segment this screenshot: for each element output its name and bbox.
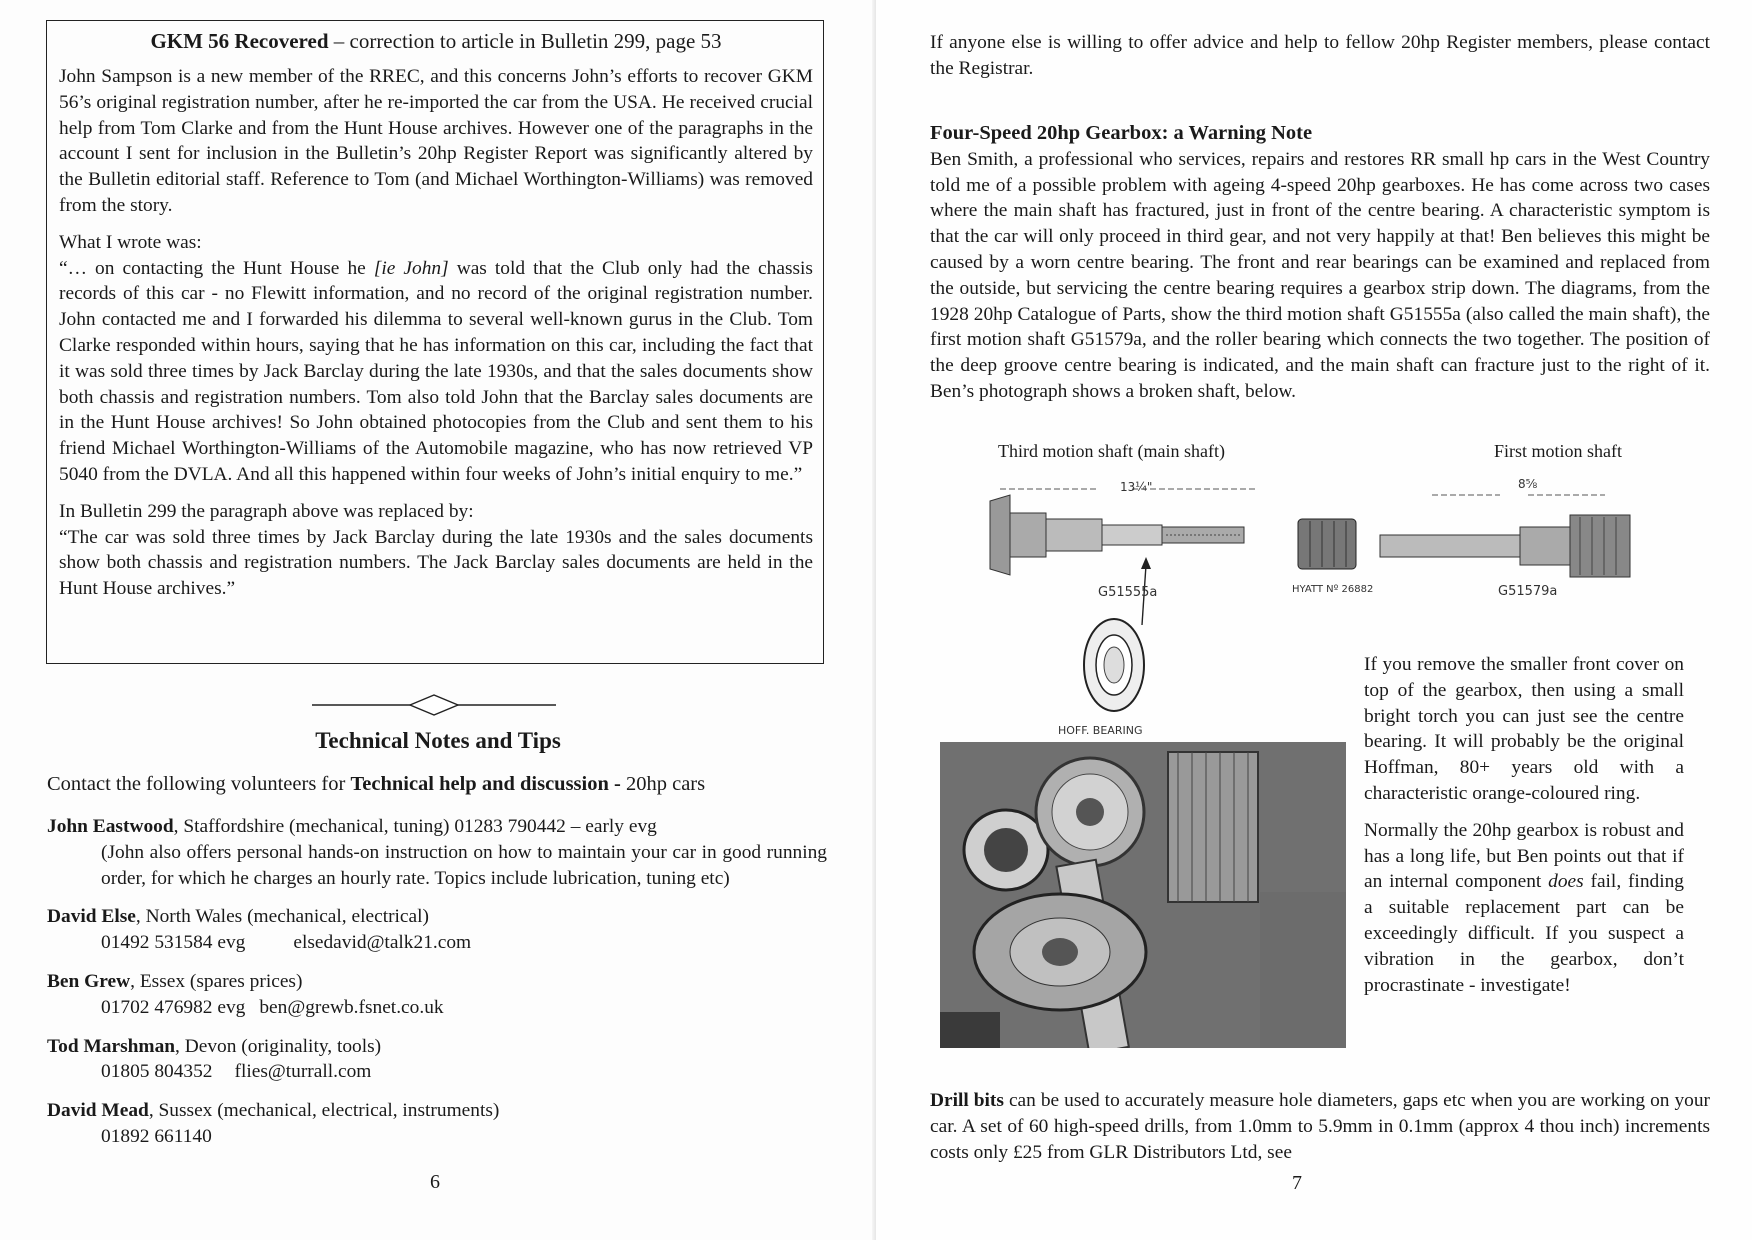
ornamental-divider [312, 692, 556, 718]
contact-item [47, 1034, 827, 1086]
contact-item [47, 1098, 827, 1150]
quote-start: “… on contacting the Hunt House he [59, 257, 374, 279]
contact-intro-end: 20hp cars [625, 773, 706, 795]
contact-email[interactable]: flies@turrall.com [234, 1061, 372, 1083]
box-title-rest: – correction to article in Bulletin 299, page 53 [328, 29, 722, 53]
contact-phone: 01805 804352 [101, 1061, 213, 1083]
contact-intro-bold: Technical help and discussion - [350, 773, 626, 795]
intro-paragraph: If anyone else is willing to offer advice and help to fellow 20hp Register members, please contact the Registrar. [930, 32, 1710, 79]
contact-name: David Mead [47, 1100, 149, 1122]
drill-bits-paragraph [930, 1088, 1710, 1165]
box-title-bold: GKM 56 Recovered [150, 29, 329, 53]
drill-bits-bold: Drill bits [930, 1090, 1004, 1111]
sidebar-para-2 [1364, 818, 1684, 999]
diagram-label-third-shaft: Third motion shaft (main shaft) [998, 441, 1225, 461]
contact-intro-plain: Contact the following volunteers for [47, 773, 351, 795]
contact-name: John Eastwood [47, 816, 174, 837]
quote-italic: [ie John] [373, 257, 449, 279]
article-body: Ben Smith, a professional who services, repairs and restores RR small hp cars in the West Country told me of a possible problem with ageing 4-speed 20hp gearboxes. He has come across two cases where the main shaft has fractured, just in front of the centre bearing. A characteristic symptom is that the car will only proceed in third gear, and not very happily at that! Ben believes this might be caused by a worn centre bearing. The front and rear bearings can be examined and replaced from the outside, but servicing the centre bearing requires a gearbox strip down. The diagrams, from the 1928 20hp Catalogue of Parts, show the third motion shaft G51555a (also called the main shaft), the first motion shaft G51579a, and the roller bearing which connects the two together. The position of the deep groove centre bearing is indicated, and the main shaft can fracture just to the right of it. Ben’s photograph shows a broken shaft, below. [930, 148, 1710, 402]
dimension-first-shaft: 8⅝ [1518, 477, 1538, 491]
hoffmann-bearing-label: HOFF. BEARING [1058, 724, 1143, 737]
contact-item [47, 814, 827, 891]
box-para-3-quote: “The car was sold three times by Jack Barclay during the late 1930s and the sales documents show both chassis and registration numbers. The Jack Barclay sales documents are held in the Hunt House archives.” [59, 526, 813, 600]
contact-email[interactable]: ben@grewb.fsnet.co.uk [259, 996, 444, 1018]
article-heading: Four-Speed 20hp Gearbox: a Warning Note [930, 122, 1313, 144]
drill-bits-text: can be used to accurately measure hole diameters, gaps etc when you are working on your car. A set of 60 high-speed drills, from 1.0mm to 5.9mm in 0.1mm (approx 4 thou inch) increments costs only £25 from GLR Distributors Ltd, see [930, 1090, 1711, 1163]
contact-note: (John also offers personal hands-on instruction on how to maintain your car in good running order, for which he charges an hourly rate. Topics include lubrication, tuning etc) [101, 841, 827, 889]
broken-shaft-photo [940, 742, 1346, 1048]
contact-item [47, 969, 827, 1021]
contact-desc: , Sussex (mechanical, electrical, instruments) [148, 1100, 500, 1122]
broken-shaft-illustration [940, 742, 1346, 1048]
contact-phone: 01492 531584 evg [101, 932, 246, 954]
part-number-third-shaft: G51555a [1098, 585, 1158, 600]
contact-name: Tod Marshman [47, 1035, 176, 1057]
contact-item [47, 904, 827, 956]
contact-desc: , Essex (spares prices) [130, 970, 303, 992]
diagram-label-first-shaft: First motion shaft [1494, 441, 1623, 461]
box-para-3-intro: In Bulletin 299 the paragraph above was replaced by: [59, 500, 474, 522]
part-number-first-shaft: G51579a [1498, 584, 1558, 599]
gearbox-sidebar [1364, 652, 1684, 998]
page-number: 7 [1292, 1172, 1302, 1194]
dimension-third-shaft: 13¼" [1120, 480, 1153, 494]
contact-phone: 01702 476982 evg [101, 996, 246, 1018]
box-para-2-intro: What I wrote was: [59, 231, 202, 253]
correction-box [46, 20, 824, 664]
box-para-1: John Sampson is a new member of the RREC, and this concerns John’s efforts to recover GKM 56’s original registration number, after he re-imported the car from the USA. He received crucial help from Tom Clarke and from the Hunt House archives. However one of the paragraphs in the account I sent for inclusion in the Bulletin’s 20hp Register Report was significantly altered by the Bulletin editorial staff. Reference to Tom (and Michael Worthington-Williams) was removed from the story. [59, 66, 813, 216]
sidebar-para-2-b: fail, finding a suitable replacement part can be exceedingly difficult. If you suspect a vibration in the gearbox, don’t procrastinate - investigate! [1364, 871, 1684, 996]
contact-phone: 01892 661140 [101, 1125, 212, 1147]
contact-email[interactable]: elsedavid@talk21.com [293, 932, 472, 954]
contact-desc: , North Wales (mechanical, electrical) [135, 906, 429, 928]
article [930, 121, 1710, 405]
page-number: 6 [430, 1171, 440, 1193]
contact-desc: , Staffordshire (mechanical, tuning) 01283 790442 – early evg [173, 816, 657, 837]
contact-intro [47, 773, 705, 796]
contact-name: David Else [47, 906, 136, 928]
box-quote [59, 256, 813, 488]
quote-rest: was told that the Club only had the chassis records of this car - no Flewitt information, and no record of the original registration number. John contacted me and I forwarded his dilemma to several well-known gurus in the Club. Tom Clarke responded within hours, saying that he has information on this car, including the fact that it was sold three times by Jack Barclay during the late 1930s, and that the sales documents show both chassis and registration numbers. Tom also told John that the Barclay sales documents are in the Hunt House archives! So John obtained photocopies from the Club and sent them to his friend Michael Worthington-Williams of the Automobile magazine, who has now retrieved VP 5040 from the DVLA. And all this happened within four weeks of John’s initial enquiry to me.” [59, 257, 813, 485]
sidebar-para-2-a: Normally the 20hp gearbox is robust and has a long life, but Ben points out that if an internal component [1364, 819, 1684, 893]
sidebar-para-1: If you remove the smaller front cover on top of the gearbox, then using a small bright torch you can just see the centre bearing. It will probably be the original Hoffman, 80+ years old with a characteristic orange-coloured ring. [1364, 654, 1684, 804]
box-title [59, 29, 813, 54]
contact-name: Ben Grew [47, 970, 131, 992]
contact-list [47, 814, 827, 1163]
contact-desc: , Devon (originality, tools) [175, 1035, 382, 1057]
section-title: Technical Notes and Tips [315, 728, 561, 753]
part-number-roller-bearing: HYATT Nº 26882 [1292, 584, 1374, 595]
sidebar-para-2-italic: does [1548, 871, 1584, 893]
